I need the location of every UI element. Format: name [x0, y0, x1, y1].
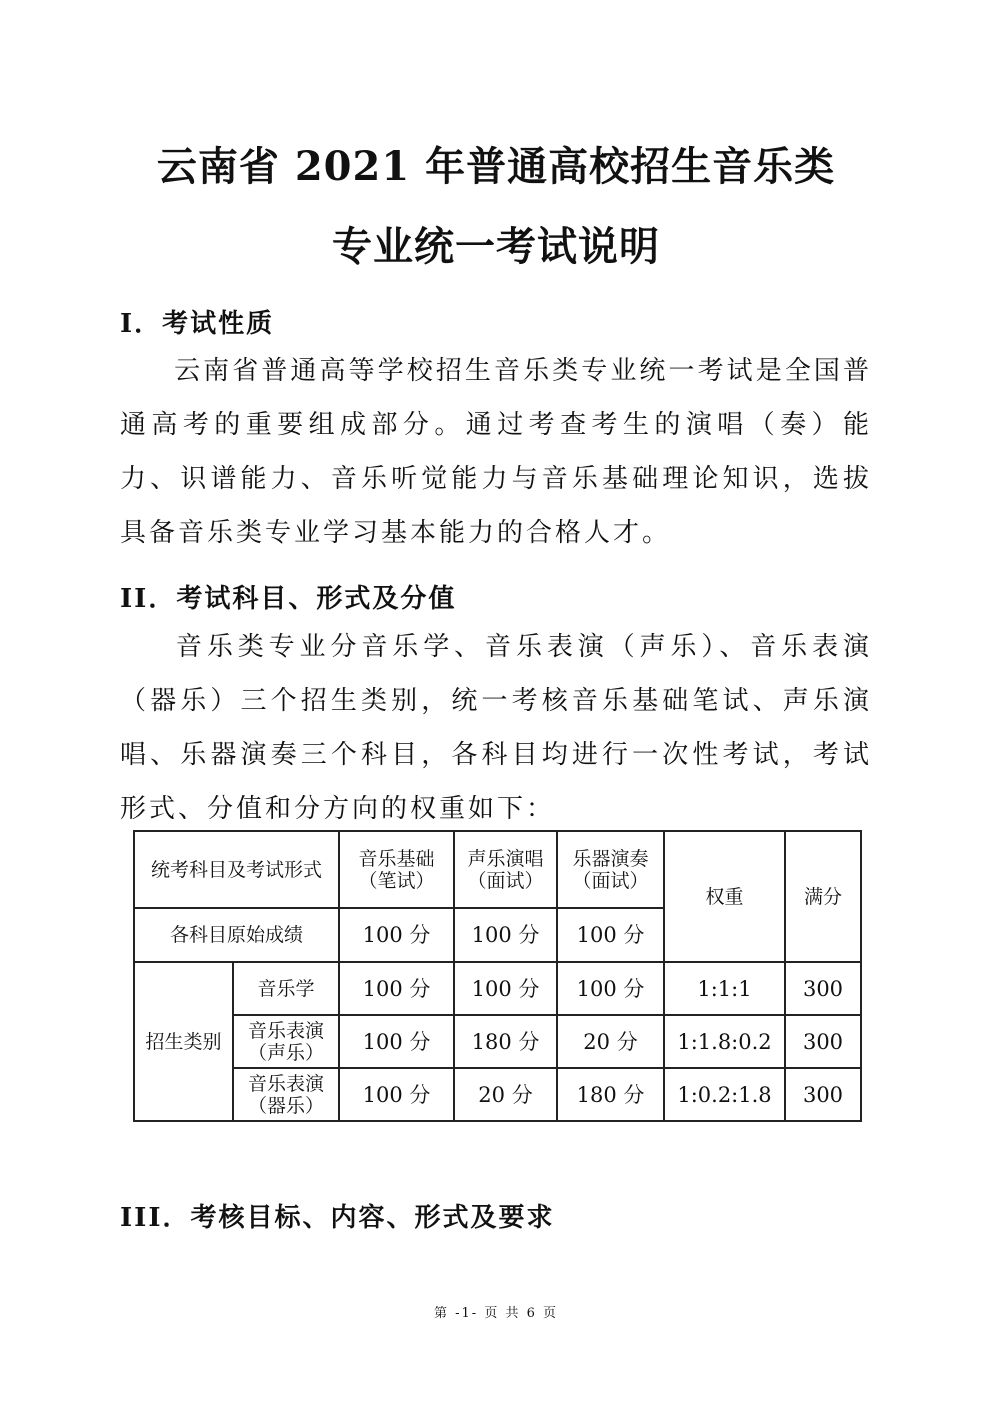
- subject-1-name: 音乐基础: [358, 847, 435, 870]
- raw-score-2: 100 分: [454, 908, 557, 962]
- raw-score-1: 100 分: [339, 908, 454, 962]
- header-subject-1: [339, 831, 454, 908]
- category-2-full: 300: [785, 1015, 861, 1068]
- subject-2-name: 声乐演唱: [467, 847, 544, 870]
- category-1-score-3: 100 分: [557, 962, 664, 1015]
- category-3-score-1: 100 分: [339, 1068, 454, 1121]
- category-1-name: 音乐学: [233, 962, 339, 1015]
- category-2-score-2: 180 分: [454, 1015, 557, 1068]
- category-2-name-line2: （声乐）: [247, 1041, 324, 1064]
- raw-score-3: 100 分: [557, 908, 664, 962]
- section-paragraph-2: [120, 620, 872, 836]
- header-weight: 权重: [664, 831, 785, 962]
- category-3-name-line2: （器乐）: [247, 1094, 324, 1117]
- section-paragraph-1-text: 云南省普通高等学校招生音乐类专业统一考试是全国普通高考的重要组成部分。通过考查考生的演唱（奏）能力、识谱能力、音乐听觉能力与音乐基础理论知识，选拔具备音乐类专业学习基本能力的合格人才。: [120, 356, 872, 548]
- category-2-name-line1: 音乐表演: [247, 1019, 324, 1042]
- table-header-row: [134, 831, 861, 908]
- document-title-line1: 云南省 2021 年普通高校招生音乐类: [156, 143, 836, 190]
- table-row-category-2: [134, 1015, 861, 1068]
- category-label: 招生类别: [134, 962, 233, 1121]
- section-heading-1: I．考试性质: [120, 309, 275, 339]
- category-3-score-3: 180 分: [557, 1068, 664, 1121]
- section-heading-3: III．考核目标、内容、形式及要求: [120, 1203, 555, 1233]
- table-row-category-3: [134, 1068, 861, 1121]
- category-1-score-2: 100 分: [454, 962, 557, 1015]
- section-paragraph-2-text: 音乐类专业分音乐学、音乐表演（声乐）、音乐表演（器乐）三个招生类别，统一考核音乐基础笔试、声乐演唱、乐器演奏三个科目，各科目均进行一次性考试，考试形式、分值和分方向的权重如下：: [120, 632, 872, 824]
- section-heading-2: II．考试科目、形式及分值: [120, 584, 457, 614]
- page-footer: 第 -1- 页 共 6 页: [434, 1306, 558, 1321]
- header-full-score: 满分: [785, 831, 861, 962]
- category-2-name: [233, 1015, 339, 1068]
- category-1-full: 300: [785, 962, 861, 1015]
- subject-3-form: （面试）: [572, 869, 649, 892]
- header-subject-3: [557, 831, 664, 908]
- category-1-score-1: 100 分: [339, 962, 454, 1015]
- category-3-name-line1: 音乐表演: [247, 1072, 324, 1095]
- category-2-score-3: 20 分: [557, 1015, 664, 1068]
- category-3-name: [233, 1068, 339, 1121]
- category-3-weight: 1:0.2:1.8: [664, 1068, 785, 1121]
- category-2-weight: 1:1.8:0.2: [664, 1015, 785, 1068]
- exam-score-table: [133, 830, 862, 1122]
- document-title-line2: 专业统一考试说明: [332, 223, 660, 270]
- subject-1-form: （笔试）: [358, 869, 435, 892]
- category-1-weight: 1:1:1: [664, 962, 785, 1015]
- raw-scores-label: 各科目原始成绩: [134, 908, 339, 962]
- subject-3-name: 乐器演奏: [572, 847, 649, 870]
- subject-2-form: （面试）: [467, 869, 544, 892]
- category-2-score-1: 100 分: [339, 1015, 454, 1068]
- category-3-score-2: 20 分: [454, 1068, 557, 1121]
- table-row-category-1: [134, 962, 861, 1015]
- section-paragraph-1: [120, 344, 872, 560]
- header-subjects-label: 统考科目及考试形式: [134, 831, 339, 908]
- category-3-full: 300: [785, 1068, 861, 1121]
- header-subject-2: [454, 831, 557, 908]
